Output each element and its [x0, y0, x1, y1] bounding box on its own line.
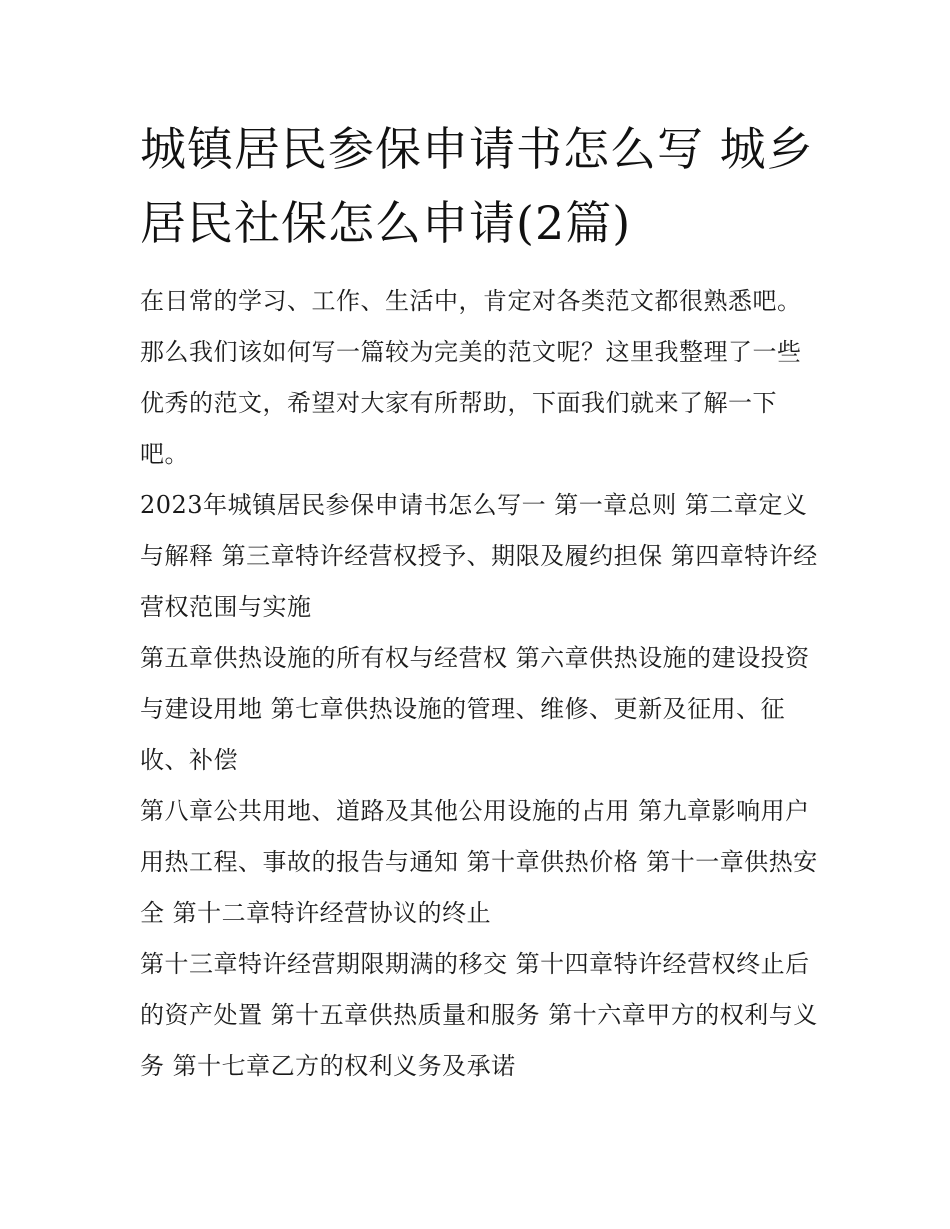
document-title: 城镇居民参保申请书怎么写 城乡居民社保怎么申请(2篇) [140, 122, 814, 250]
chapter-list-paragraph-1: 2023年城镇居民参保申请书怎么写一 第一章总则 第二章定义与解释 第三章特许经营权授予、期限及履约担保 第四章特许经营权范围与实施 [140, 491, 818, 621]
chapter-list-paragraph-3: 第八章公共用地、道路及其他公用设施的占用 第九章影响用户用热工程、事故的报告与通知 第十章供热价格 第十一章供热安全 第十二章特许经营协议的终止 [140, 797, 818, 927]
chapter-list-paragraph-2: 第五章供热设施的所有权与经营权 第六章供热设施的建设投资与建设用地 第七章供热设施的管理、维修、更新及征用、征收、补偿 [140, 644, 810, 774]
document-page [140, 112, 820, 1092]
chapter-list-paragraph-4: 第十三章特许经营期限期满的移交 第十四章特许经营权终止后的资产处置 第十五章供热质量和服务 第十六章甲方的权利与义务 第十七章乙方的权利义务及承诺 [140, 950, 818, 1080]
intro-paragraph: 在日常的学习、工作、生活中，肯定对各类范文都很熟悉吧。那么我们该如何写一篇较为完美的范文呢？这里我整理了一些优秀的范文，希望对大家有所帮助，下面我们就来了解一下吧。 [140, 287, 802, 468]
